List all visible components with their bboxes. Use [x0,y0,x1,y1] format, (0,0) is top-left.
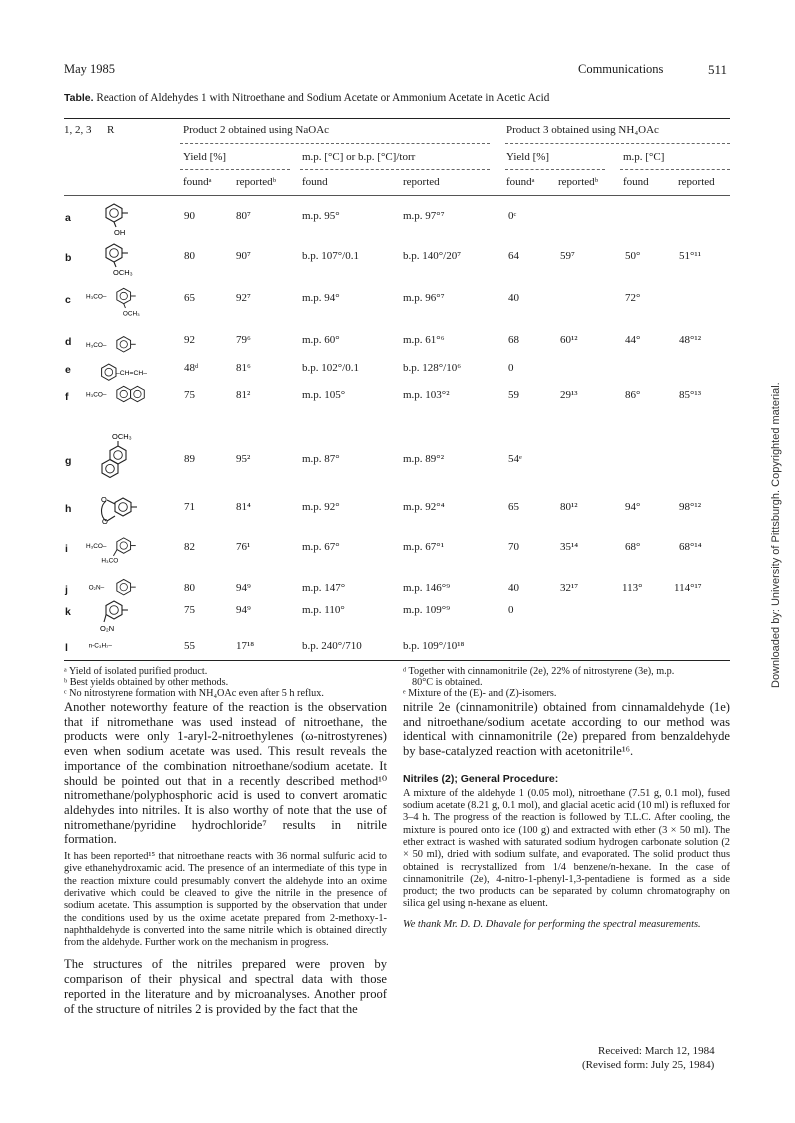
col-reported-2: reportedᵇ [236,176,277,188]
cell-mp-reported: m.p. 89°² [403,453,445,465]
struct-label: H₃CO– [86,391,107,399]
structure-g-graphic [98,430,170,480]
cell-yield2-reported: 94⁹ [236,582,251,594]
cell-yield3-found: 54ᵉ [508,453,522,465]
cell-mp3-found: 72° [625,292,641,304]
right-column [403,700,730,931]
struct-label: OCH₃ [122,310,140,318]
struct-label: H₃CO– [86,543,107,551]
body-paragraph-small: It has been reported¹⁵ that nitroethane reacts with 36 normal sulfuric acid to give ethanehydroxamic acid. The presence of an intermediate of this type in the reaction mixture could presumably convert the aldehyde into an oxime derivative which could be cleaved to give the nitrile in the presence of sodium acetate. This assumption is supported by the observation that under the conditions used by us the oxime acetate prepared from 2-methoxy-1-naphthaldehyde is converted into the same nitrile which is obtained directly from the aldehyde. Further work on the mechanism in progress. [64,851,387,949]
cell-yield2-found: 75 [184,389,195,401]
structure-k-graphic [98,598,170,636]
cell-mp3-found: 44° [625,334,641,346]
structure-i-graphic [86,532,158,578]
cell-yield3-found: 64 [508,250,519,262]
cell-yield3-reported: 32¹⁷ [560,582,579,594]
cell-yield3-reported: 29¹³ [560,389,578,401]
col-compound: 1, 2, 3 [64,124,92,136]
cell-mp-reported: m.p. 97°⁷ [403,210,445,222]
table-bottom-rule [64,660,730,661]
structure-a-graphic [98,200,170,240]
cell-yield3-found: 65 [508,501,519,513]
caption-label: Table. [64,92,94,104]
col-yield3: Yield [%] [506,151,550,163]
cell-mp3-reported: 85°¹³ [679,389,701,401]
col-reported-mp: reported [403,176,440,188]
cell-yield3-found: 0ᶜ [508,210,517,222]
footnote-d-cont: 80°C is obtained. [412,677,483,688]
cell-yield2-reported: 81⁴ [236,501,251,513]
structure-f-graphic [86,380,158,420]
col-found-3: foundᵃ [506,176,535,188]
rule-product3 [505,143,730,144]
row-letter: e [65,364,71,376]
cell-mp-found: m.p. 105° [302,389,346,401]
page-number: 511 [708,62,728,77]
cell-mp-reported: b.p. 140°/20⁷ [403,250,462,262]
row-letter: l [65,642,68,654]
cell-yield2-reported: 79⁶ [236,334,251,346]
cell-mp3-found: 50° [625,250,641,262]
cell-yield2-found: 48ᵈ [184,362,199,374]
procedure-heading: Nitriles (2); General Procedure: [403,772,559,785]
col-found-mp: found [302,176,328,188]
cell-yield3-found: 40 [508,292,519,304]
cell-mp-found: b.p. 240°/710 [302,640,362,652]
body-paragraph: Another noteworthy feature of the reaction is the observation that if nitromethane was used instead of nitroethane, the products were only 1-aryl-2-nitroethylenes (ω-nitrostyrenes) even when sodium acetate was used. This result reveals the importance of the combination nitroethane/sodium acetate. It should be pointed out that in a recently described method¹⁰ nitromethane/polyphosphoric acid is used to convert aromatic aldehydes into nitriles. It is also worthy of note that the use of nitromethane/pyridine hydrochloride⁷ results in nitrile formation. [64,700,387,847]
col-found-2: foundᵃ [183,176,212,188]
footnote-d: ᵈ Together with cinnamonitrile (2e), 22% of nitrostyrene (3e), m.p. [403,666,675,677]
cell-mp-reported: m.p. 96°⁷ [403,292,445,304]
col-product2: Product 2 obtained using NaOAc [183,124,330,136]
cell-mp-reported: m.p. 61°⁶ [403,334,445,346]
cell-mp-found: b.p. 107°/0.1 [302,250,359,262]
structure-b-graphic [98,240,170,280]
struct-label: –CH=CH– [116,369,147,377]
revised-date: (Revised form: July 25, 1984) [582,1059,715,1071]
cell-mp3-found: 113° [622,582,643,594]
col-found-mp3: found [623,176,649,188]
cell-yield3-found: 68 [508,334,519,346]
structure-h-graphic [98,490,170,530]
cell-yield2-reported: 17¹⁸ [236,640,255,652]
row-letter: j [65,584,68,596]
struct-label: H₃CO– [86,341,107,349]
structure-c-graphic [86,282,158,322]
running-date: May 1985 [64,62,116,76]
cell-yield2-reported: 92⁷ [236,292,251,304]
struct-label: O [101,495,107,504]
cell-yield3-found: 70 [508,541,519,553]
cell-mp-reported: m.p. 92°⁴ [403,501,445,513]
col-product3: Product 3 obtained using NH₄OAc [506,124,659,136]
cell-yield2-reported: 80⁷ [236,210,251,222]
col-mp3: m.p. [°C] [623,151,665,163]
acknowledgement: We thank Mr. D. D. Dhavale for performing the spectral measurements. [403,918,701,930]
cell-mp-found: m.p. 147° [302,582,346,594]
cell-yield2-found: 65 [184,292,195,304]
rule-yield3 [505,169,605,170]
col-yield2: Yield [%] [183,151,227,163]
struct-label: O₂N [100,624,115,633]
table-head-rule [64,195,730,196]
cell-mp-found: m.p. 67° [302,541,340,553]
cell-yield2-reported: 81⁶ [236,362,251,374]
cell-yield2-reported: 76¹ [236,541,251,553]
struct-label: OCH₃ [113,268,133,277]
cell-yield3-found: 0 [508,362,514,374]
left-column [64,700,387,1016]
row-letter: c [65,294,71,306]
struct-label: n-C₃H₇– [88,642,112,650]
cell-yield2-reported: 94⁹ [236,604,251,616]
struct-label: O [102,517,108,526]
cell-mp-reported: m.p. 67°¹ [403,541,445,553]
struct-label: H₃CO– [86,293,107,301]
row-letter: f [65,391,69,403]
download-watermark: Downloaded by: University of Pittsburgh. Copyrighted material. [770,382,782,688]
col-mpbp: m.p. [°C] or b.p. [°C]/torr [302,151,416,163]
row-letter: a [65,212,71,224]
row-letter: i [65,543,68,555]
cell-yield2-found: 90 [184,210,195,222]
struct-label: OCH₃ [112,432,132,441]
struct-label: H₃CO [101,557,119,565]
rule-mpbp [300,169,490,170]
footnote-c: ᶜ No nitrostyrene formation with NH₄OAc even after 5 h reflux. [64,688,324,699]
footnote-b: ᵇ Best yields obtained by other methods. [64,677,229,688]
cell-mp-found: m.p. 87° [302,453,340,465]
cell-yield3-reported: 59⁷ [560,250,575,262]
rule-product2 [180,143,490,144]
cell-yield3-found: 0 [508,604,514,616]
cell-yield2-found: 80 [184,250,195,262]
cell-mp-found: m.p. 94° [302,292,340,304]
cell-yield2-found: 75 [184,604,195,616]
cell-mp-reported: m.p. 109°⁹ [403,604,451,616]
cell-mp3-found: 94° [625,501,641,513]
structure-l-graphic [86,636,158,656]
cell-yield2-found: 82 [184,541,195,553]
cell-mp-found: m.p. 60° [302,334,340,346]
rule-yield2 [180,169,290,170]
row-letter: g [65,455,72,467]
col-r: R [107,124,115,136]
struct-label: O₂N– [88,584,105,592]
cell-yield2-found: 71 [184,501,195,513]
col-reported-mp3: reported [678,176,715,188]
cell-mp-found: m.p. 92° [302,501,340,513]
row-letter: k [65,606,71,618]
cell-yield2-reported: 95² [236,453,251,465]
cell-mp-found: m.p. 110° [302,604,345,616]
cell-yield3-found: 59 [508,389,519,401]
struct-label: OH [114,228,126,237]
rule-mp3 [620,169,730,170]
cell-mp3-reported: 98°¹² [679,501,701,513]
footnote-a: ᵃ Yield of isolated purified product. [64,666,208,677]
cell-yield2-reported: 81² [236,389,251,401]
cell-mp-found: b.p. 102°/0.1 [302,362,359,374]
cell-mp3-reported: 114°¹⁷ [674,582,702,594]
cell-yield2-found: 92 [184,334,195,346]
body-paragraph: nitrile 2e (cinnamonitrile) obtained from cinnamaldehyde (1e) and nitroethane/sodium acetate according to our method was identical with cinnamonitrile (2e) prepared from benzaldehyde by base-catalyzed reaction with acetonitrile¹⁶. [403,700,730,759]
received-date: Received: March 12, 1984 [598,1045,715,1057]
cell-mp-reported: b.p. 128°/10⁶ [403,362,462,374]
running-section: Communications [578,62,664,76]
body-paragraph: The structures of the nitriles prepared were proven by comparison of their physical and spectral data with those reported in the literature and by microanalyses. Another proof of the structure of nitriles 2 is provided by the fact that the [64,957,387,1016]
col-reported-3: reportedᵇ [558,176,599,188]
row-letter: d [65,336,72,348]
cell-mp-found: m.p. 95° [302,210,340,222]
cell-yield3-reported: 35¹⁴ [560,541,579,553]
cell-mp3-reported: 51°¹¹ [679,250,701,262]
cell-yield3-reported: 60¹² [560,334,578,346]
caption-text: Reaction of Aldehydes 1 with Nitroethane and Sodium Acetate or Ammonium Acetate in Acetic Acid [93,92,550,104]
row-letter: b [65,252,72,264]
cell-yield2-reported: 90⁷ [236,250,251,262]
cell-mp3-found: 68° [625,541,641,553]
cell-mp-reported: m.p. 103°² [403,389,450,401]
cell-yield3-reported: 80¹² [560,501,578,513]
cell-yield2-found: 80 [184,582,195,594]
cell-mp3-reported: 68°¹⁴ [679,541,702,553]
cell-mp-reported: m.p. 146°⁹ [403,582,451,594]
procedure-text: A mixture of the aldehyde 1 (0.05 mol), nitroethane (7.51 g, 0.1 mol), fused sodium acetate (8.21 g, 0.1 mol), and glacial acetic acid (10 ml) is refluxed for 3–4 h. The progress of the reaction is followed by T.L.C. After cooling, the mixture is poured onto ice (100 g) and extracted with ether (3 × 50 ml). The ether extract is washed with saturated sodium hydrogen carbonate solution (2 × 50 ml), dried with sodium sulfate, and evaporated. The solid product thus obtained is recrystallized from 1/4 benzene/n-hexane. In the case of cinnamonitrile (2e), 4-nitro-1-phenyl-1,3-pentadiene is formed as a side product; the two products can be separated by column chromatography on silica gel using n-hexane as eluent. [403,787,730,910]
cell-yield3-found: 40 [508,582,519,594]
cell-mp-reported: b.p. 109°/10¹⁸ [403,640,465,652]
table-top-rule [64,118,730,119]
cell-mp3-found: 86° [625,389,641,401]
cell-mp3-reported: 48°¹² [679,334,701,346]
cell-yield2-found: 89 [184,453,195,465]
table-caption [64,92,549,104]
footnote-e: ᵉ Mixture of the (E)- and (Z)-isomers. [403,688,557,699]
row-letter: h [65,503,72,515]
cell-yield2-found: 55 [184,640,195,652]
